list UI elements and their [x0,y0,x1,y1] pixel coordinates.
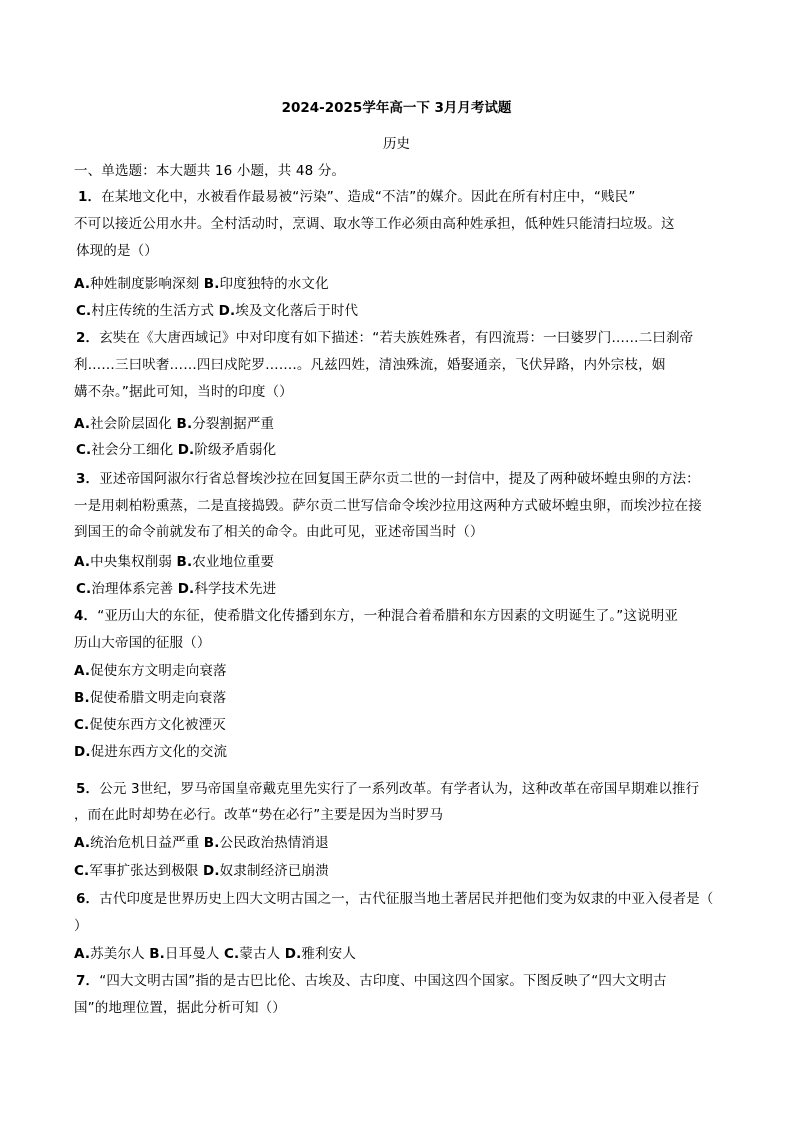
question-text: 在某地文化中，水被看作最易被“污染”、造成“不洁”的媒介。因此在所有村庄中，“贱民” [101,189,636,205]
option-text: 军事扩张达到极限 [89,863,199,879]
question-3-line-1 [76,470,700,488]
option-text: 奴隶制经济已崩溃 [219,863,329,879]
question-6-line-2: ） [74,918,88,934]
question-text: 公元 3世纪，罗马帝国皇帝戴克里先实行了一系列改革。有学者认为，这种改革在帝国早期难以推行 [99,781,700,797]
option-text: 促进东西方文化的交流 [90,744,228,760]
question-number: 7． [76,973,100,989]
option-text: 埃及文化落后于时代 [235,303,359,319]
question-5-options-cd [74,862,329,880]
option-label: D. [218,303,236,319]
option-label: C. [76,442,92,458]
option-label: C. [76,303,92,319]
subject-title: 历史 [383,136,410,152]
question-4-line-2: 历山大帝国的征服（） [74,635,211,651]
option-label: A. [74,554,91,570]
question-3-options-ab [74,553,274,571]
option-text: 苏美尔人 [90,946,145,962]
exam-title: 2024-2025学年高一下 3月月考试题 [281,100,512,116]
question-number: 2． [76,330,100,346]
question-4-line-1 [74,607,678,625]
option-text: 雅利安人 [301,946,356,962]
question-5-line-1 [76,780,699,798]
option-label: C. [76,581,92,597]
option-text: 种姓制度影响深刻 [90,276,200,292]
question-number: 1． [78,189,102,205]
question-2-options-cd [76,441,276,459]
question-text: 古代印度是世界历史上四大文明古国之一，古代征服当地土著居民并把他们变为奴隶的中亚入侵者是（ [99,891,714,907]
question-text: “四大文明古国”指的是古巴比伦、古埃及、古印度、中国这四个国家。下图反映了“四大文明古 [99,973,667,989]
question-2-line-1 [76,329,693,347]
question-number: 6． [76,891,100,907]
option-text: 科学技术先进 [194,581,277,597]
question-number: 5． [76,781,100,797]
question-2-options-ab [74,415,274,433]
question-7-line-2: 国”的地理位置，据此分析可知（） [74,1000,286,1016]
option-label: A. [74,416,91,432]
option-label: C. [74,717,90,733]
option-label: D. [74,744,91,760]
question-1-line-3: 体现的是（） [76,243,158,259]
option-label: A. [74,663,91,679]
question-3-options-cd [76,580,276,598]
option-text: 分裂割据严重 [192,416,275,432]
option-text: 村庄传统的生活方式 [91,303,215,319]
option-text: 阶级矛盾弱化 [194,442,277,458]
question-text: 玄奘在《大唐西域记》中对印度有如下描述：“若夫族姓殊者，有四流焉：一曰婆罗门……二曰刹帝 [99,330,694,346]
option-text: 蒙古人 [239,946,281,962]
option-text: 社会分工细化 [91,442,174,458]
option-text: 公民政治热情消退 [219,835,329,851]
question-3-line-2: 一是用刺柏粉熏蒸，二是直接捣毁。萨尔贡二世写信命令埃沙拉用这两种方式破坏蝗虫卵，而埃沙拉在接 [74,498,702,514]
question-4-option-b [74,689,226,707]
question-1-line-1 [78,188,635,206]
question-2-line-3: 媾不杂。”据此可知，当时的印度（） [74,384,293,400]
question-number: 4． [74,608,98,624]
option-text: 社会阶层固化 [90,416,173,432]
question-6-options [74,945,356,963]
question-text: 亚述帝国阿淑尔行省总督埃沙拉在回复国王萨尔贡二世的一封信中，提及了两种破坏蝗虫卵的方法： [99,471,700,487]
question-3-line-3: 到国王的命令前就发布了相关的命令。由此可见，亚述帝国当时（） [74,524,484,540]
option-label: B. [74,690,90,706]
question-1-options-cd [76,302,358,320]
question-number: 3． [76,471,100,487]
question-4-option-d [74,743,227,761]
question-6-line-1 [76,890,713,908]
option-label: D. [284,946,302,962]
section-heading: 一、单选题：本大题共 16 小题，共 48 分。 [74,163,346,179]
option-text: 促使东方文明走向衰落 [90,663,227,679]
option-text: 中央集权削弱 [90,554,173,570]
option-text: 印度独特的水文化 [219,276,329,292]
option-label: C. [74,863,90,879]
option-label: B. [203,276,220,292]
option-text: 治理体系完善 [91,581,174,597]
question-4-option-c [74,716,226,734]
question-5-options-ab [74,834,329,852]
option-label: B. [203,835,220,851]
question-text: “亚历山大的东征，使希腊文化传播到东方，一种混合着希腊和东方因素的文明诞生了。”这说明亚 [97,608,679,624]
question-2-line-2: 利……三曰吠奢……四曰戍陀罗…….。凡兹四姓，清浊殊流，婚娶通亲，飞伏异路，内外宗枝，姻 [74,357,666,373]
option-label: A. [74,946,91,962]
option-label: B. [149,946,165,962]
option-label: A. [74,835,91,851]
option-label: A. [74,276,91,292]
option-label: D. [203,863,220,879]
option-text: 促使东西方文化被湮灭 [89,717,226,733]
option-text: 促使希腊文明走向衰落 [89,690,227,706]
question-1-options-ab [74,275,329,293]
question-7-line-1 [76,972,667,990]
option-text: 统治危机日益严重 [90,835,200,851]
option-label: D. [177,442,195,458]
option-label: C. [223,946,240,962]
option-label: B. [176,416,193,432]
question-5-line-2: ，而在此时却势在必行。改革“势在必行”主要是因为当时罗马 [74,807,444,823]
option-label: B. [176,554,193,570]
option-text: 农业地位重要 [192,554,275,570]
question-4-option-a [74,662,227,680]
option-label: D. [177,581,195,597]
option-text: 日耳曼人 [164,946,220,962]
question-1-line-2: 不可以接近公用水井。全村活动时，烹调、取水等工作必须由高种姓承担，低种姓只能清扫垃圾。这 [74,216,675,232]
